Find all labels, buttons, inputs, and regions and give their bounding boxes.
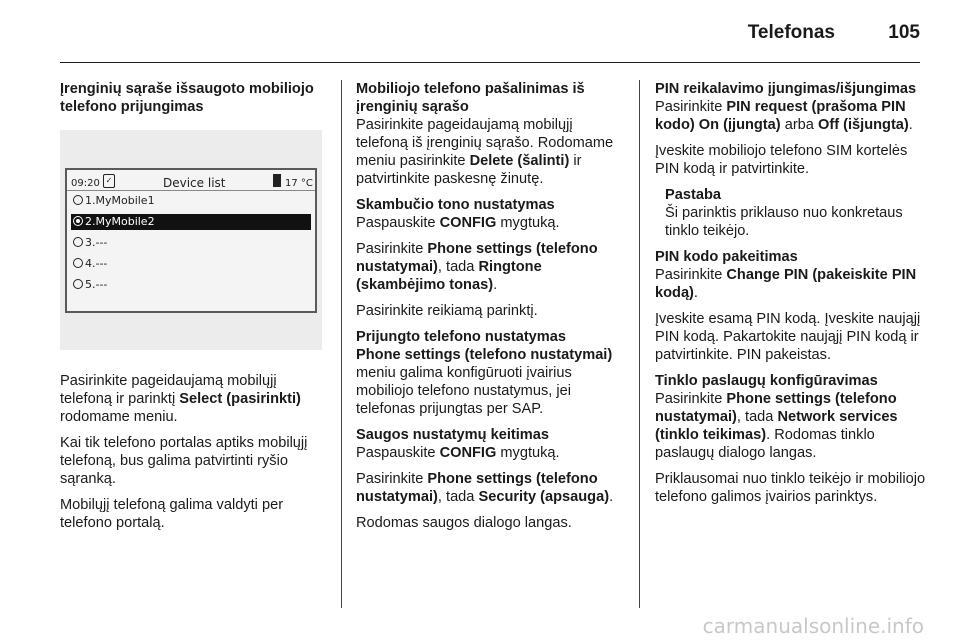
section-change-pin xyxy=(655,248,927,364)
device-label: 3.--- xyxy=(85,236,108,249)
screen-status-bar xyxy=(67,172,315,191)
paragraph xyxy=(356,444,624,462)
button-label: CONFIG xyxy=(439,215,497,231)
device-label: 1.MyMobile1 xyxy=(85,194,155,207)
device-list-item[interactable] xyxy=(71,256,311,272)
paragraph xyxy=(356,214,624,232)
note-text: Ši parinktis priklauso nuo konkretaus tinklo teikėjo. xyxy=(665,205,903,239)
option-label: Phone settings (telefono nustatymai) xyxy=(356,241,598,275)
device-list-item[interactable] xyxy=(71,235,311,251)
option-label: Change PIN (pakeiskite PIN kodą) xyxy=(655,267,917,301)
column-2 xyxy=(356,80,624,540)
device-list-item-selected[interactable] xyxy=(71,214,311,230)
screen-temperature: 17 °C xyxy=(285,178,313,189)
device-list-item[interactable] xyxy=(71,193,311,209)
screen-title: Device list xyxy=(163,176,226,190)
text: mygtuką. xyxy=(496,445,560,461)
radio-icon xyxy=(73,258,83,268)
device-list-screenshot xyxy=(60,130,322,350)
paragraph: Rodomas saugos dialogo langas. xyxy=(356,515,572,531)
device-label: 2.MyMobile2 xyxy=(85,215,155,228)
device-list-item[interactable] xyxy=(71,277,311,293)
section-heading: Saugos nustatymų keitimas xyxy=(356,427,550,443)
option-label: Phone settings (telefono nustatymai) xyxy=(655,391,897,425)
section-heading: Prijungto telefono nustatymas xyxy=(356,329,567,345)
text: . xyxy=(908,117,913,133)
text: Paspauskite xyxy=(356,445,440,461)
thermometer-icon xyxy=(273,174,281,187)
watermark: carmanualsonline.info xyxy=(702,614,924,638)
text: meniu galima konfigūruoti įvairius mobiliojo telefono nustatymus, jei telefonas prijungtas per SAP. xyxy=(356,365,572,417)
option-label: Select (pasirinkti) xyxy=(179,391,301,407)
section-remove-phone xyxy=(356,80,624,188)
option-label: Network services (tinklo teikimas) xyxy=(655,409,898,443)
device-label: 4.--- xyxy=(85,257,108,270)
screen-time: 09:20 xyxy=(71,178,100,189)
section-heading: Skambučio tono nustatymas xyxy=(356,197,555,213)
paragraph xyxy=(60,372,328,426)
text: Pasirinkite pageidaujamą mobilųjį telefoną iš įrenginių sąrašo. Rodomame meniu pasirinkite xyxy=(356,117,614,169)
text: arba xyxy=(780,117,818,133)
text: . xyxy=(693,285,698,301)
section-heading: PIN reikalavimo įjungimas/išjungimas xyxy=(655,81,917,97)
note-box xyxy=(665,186,927,240)
text: , tada xyxy=(736,409,778,425)
button-label: CONFIG xyxy=(439,445,497,461)
paragraph: Priklausomai nuo tinklo teikėjo ir mobiliojo telefono galimos įvairios parinktys. xyxy=(655,471,926,505)
paragraph: Įveskite mobiliojo telefono SIM kortelės PIN kodą ir patvirtinkite. xyxy=(655,143,908,177)
section-network-services xyxy=(655,372,927,506)
paragraph: Įveskite esamą PIN kodą. Įveskite naująjį PIN kodą. Pakartokite naująjį PIN kodą ir patvirtinkite. PIN pakeistas. xyxy=(655,311,921,363)
header-rule xyxy=(60,62,920,63)
column-3 xyxy=(655,80,927,514)
section-heading: Tinklo paslaugų konfigūravimas xyxy=(655,373,878,389)
paragraph xyxy=(655,266,927,302)
note-heading: Pastaba xyxy=(665,187,721,203)
text: Pasirinkite xyxy=(356,471,428,487)
column-divider-2 xyxy=(639,80,640,608)
device-label: 5.--- xyxy=(85,278,108,291)
paragraph: Pasirinkite reikiamą parinktį. xyxy=(356,303,538,319)
text: , tada xyxy=(437,489,479,505)
radio-icon xyxy=(73,237,83,247)
radio-icon xyxy=(73,279,83,289)
header-title: Telefonas xyxy=(747,22,835,43)
text: mygtuką. xyxy=(496,215,560,231)
text: . xyxy=(493,277,498,293)
text: Pasirinkite xyxy=(655,267,727,283)
text: Pasirinkite xyxy=(655,391,727,407)
option-label: PIN request (prašoma PIN kodo) On (įjungta) xyxy=(655,99,906,133)
section-heading: Mobiliojo telefono pašalinimas iš įrenginių sąrašo xyxy=(356,81,585,115)
section-heading: PIN kodo pakeitimas xyxy=(655,249,798,265)
paragraph: Kai tik telefono portalas aptiks mobilųjį telefoną, bus galima patvirtinti ryšio sąranką. xyxy=(60,435,308,487)
text: Pasirinkite pageidaujamą mobilųjį telefoną ir parinktį xyxy=(60,373,277,407)
section-heading: Įrenginių sąraše išsaugoto mobiliojo telefono prijungimas xyxy=(60,81,314,115)
column-divider-1 xyxy=(341,80,342,608)
device-list-screen xyxy=(65,168,317,313)
option-label: Ringtone (skambėjimo tonas) xyxy=(356,259,542,293)
paragraph xyxy=(356,470,624,506)
option-label: Off (išjungta) xyxy=(817,117,909,133)
column-1 xyxy=(60,80,328,540)
paragraph: Mobilųjį telefoną galima valdyti per telefono portalą. xyxy=(60,497,284,531)
phone-icon: ✓ xyxy=(103,174,115,188)
section-ringtone xyxy=(356,196,624,320)
option-label: Delete (šalinti) xyxy=(469,153,570,169)
text: Pasirinkite xyxy=(356,241,428,257)
text: . xyxy=(609,489,614,505)
radio-selected-icon xyxy=(73,216,83,226)
text: . Rodomas tinklo paslaugų dialogo langas. xyxy=(655,427,875,461)
paragraph xyxy=(356,240,624,294)
text: Pasirinkite xyxy=(655,99,727,115)
paragraph xyxy=(655,98,927,134)
page-number: 105 xyxy=(888,22,920,43)
text: Paspauskite xyxy=(356,215,440,231)
section-connected-phone xyxy=(356,328,624,418)
paragraph xyxy=(655,390,927,462)
section-pin-request xyxy=(655,80,927,178)
option-label: Phone settings (telefono nustatymai) xyxy=(356,347,613,363)
text: , tada xyxy=(437,259,479,275)
option-label: Phone settings (telefono nustatymai) xyxy=(356,471,598,505)
option-label: Security (apsauga) xyxy=(478,489,610,505)
text: rodomame meniu. xyxy=(60,409,178,425)
radio-icon xyxy=(73,195,83,205)
section-security xyxy=(356,426,624,532)
text: ir patvirtinkite paskesnę žinutę. xyxy=(356,153,582,187)
